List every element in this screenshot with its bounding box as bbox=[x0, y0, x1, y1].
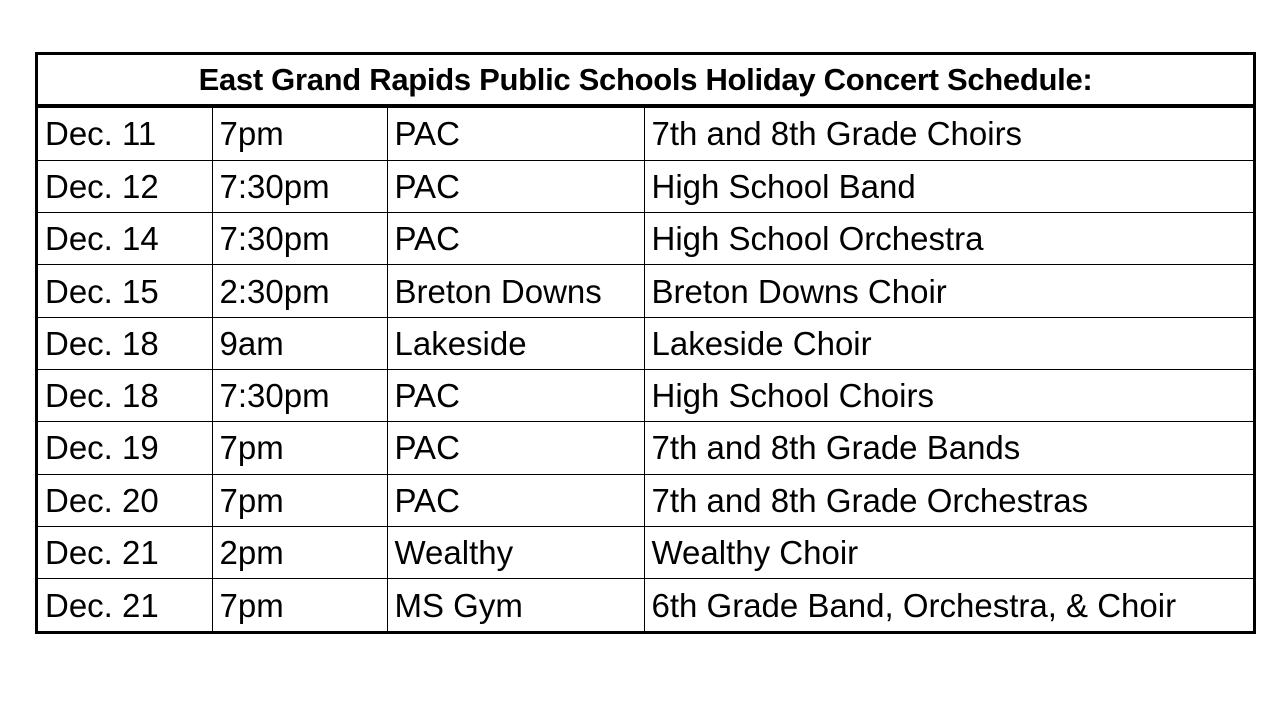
schedule-row bbox=[38, 213, 1253, 265]
date-cell: Dec. 11 bbox=[38, 108, 212, 160]
venue-cell: PAC bbox=[387, 422, 644, 474]
schedule-row bbox=[38, 474, 1253, 526]
venue-cell: PAC bbox=[387, 108, 644, 160]
schedule-row bbox=[38, 526, 1253, 578]
time-cell: 2pm bbox=[212, 526, 387, 578]
date-cell: Dec. 20 bbox=[38, 474, 212, 526]
schedule-row bbox=[38, 160, 1253, 212]
date-cell: Dec. 21 bbox=[38, 526, 212, 578]
schedule-body bbox=[38, 108, 1253, 631]
event-cell: 7th and 8th Grade Orchestras bbox=[644, 474, 1253, 526]
venue-cell: PAC bbox=[387, 474, 644, 526]
time-cell: 7pm bbox=[212, 422, 387, 474]
venue-cell: MS Gym bbox=[387, 579, 644, 631]
date-cell: Dec. 19 bbox=[38, 422, 212, 474]
event-cell: Lakeside Choir bbox=[644, 317, 1253, 369]
schedule-row bbox=[38, 317, 1253, 369]
schedule-title: East Grand Rapids Public Schools Holiday Concert Schedule: bbox=[38, 55, 1253, 108]
time-cell: 7pm bbox=[212, 579, 387, 631]
time-cell: 9am bbox=[212, 317, 387, 369]
date-cell: Dec. 15 bbox=[38, 265, 212, 317]
event-cell: 7th and 8th Grade Bands bbox=[644, 422, 1253, 474]
event-cell: Breton Downs Choir bbox=[644, 265, 1253, 317]
time-cell: 2:30pm bbox=[212, 265, 387, 317]
date-cell: Dec. 18 bbox=[38, 369, 212, 421]
venue-cell: Wealthy bbox=[387, 526, 644, 578]
schedule-row bbox=[38, 265, 1253, 317]
date-cell: Dec. 12 bbox=[38, 160, 212, 212]
event-cell: High School Choirs bbox=[644, 369, 1253, 421]
event-cell: High School Orchestra bbox=[644, 213, 1253, 265]
venue-cell: Lakeside bbox=[387, 317, 644, 369]
event-cell: 7th and 8th Grade Choirs bbox=[644, 108, 1253, 160]
event-cell: High School Band bbox=[644, 160, 1253, 212]
date-cell: Dec. 21 bbox=[38, 579, 212, 631]
time-cell: 7pm bbox=[212, 474, 387, 526]
time-cell: 7:30pm bbox=[212, 213, 387, 265]
concert-schedule-table bbox=[35, 52, 1256, 634]
venue-cell: Breton Downs bbox=[387, 265, 644, 317]
time-cell: 7:30pm bbox=[212, 160, 387, 212]
time-cell: 7:30pm bbox=[212, 369, 387, 421]
date-cell: Dec. 18 bbox=[38, 317, 212, 369]
schedule-row bbox=[38, 579, 1253, 631]
time-cell: 7pm bbox=[212, 108, 387, 160]
event-cell: Wealthy Choir bbox=[644, 526, 1253, 578]
venue-cell: PAC bbox=[387, 160, 644, 212]
schedule-grid bbox=[38, 108, 1253, 631]
schedule-row bbox=[38, 422, 1253, 474]
schedule-row bbox=[38, 369, 1253, 421]
schedule-row bbox=[38, 108, 1253, 160]
event-cell: 6th Grade Band, Orchestra, & Choir bbox=[651, 586, 1177, 624]
venue-cell: PAC bbox=[387, 369, 644, 421]
date-cell: Dec. 14 bbox=[38, 213, 212, 265]
venue-cell: PAC bbox=[387, 213, 644, 265]
